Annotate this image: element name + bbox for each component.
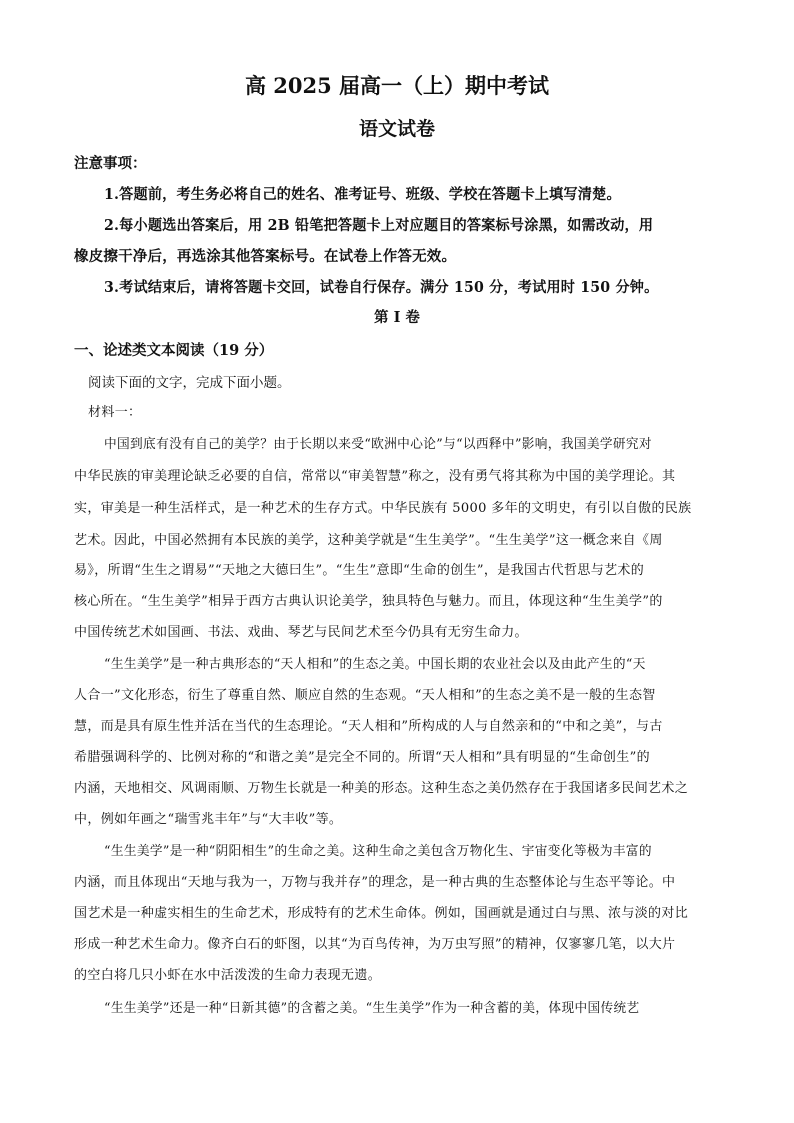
passage-line: “生生美学”还是一种“日新其德”的含蓄之美。“生生美学”作为一种含蓄的美，体现中国传统艺 <box>104 1001 640 1016</box>
passage-line: 慧，而是具有原生性并活在当代的生态理论。“天人相和”所构成的人与自然亲和的“中和之美”，与古 <box>74 719 663 734</box>
passage-line: 艺术。因此，中国必然拥有本民族的美学，这种美学就是“生生美学”。“生生美学”这一概念来自《周 <box>74 533 663 548</box>
exam-title: 高 2025 届高一（上）期中考试 <box>244 73 550 98</box>
passage-line: 的空白将几只小虾在水中活泼泼的生命力表现无遗。 <box>74 968 382 983</box>
notice-item-2-line-1: 2.每小题选出答案后，用 2B 铅笔把答题卡上对应题目的答案标号涂黑，如需改动，用 <box>104 217 654 234</box>
part-label: 第 I 卷 <box>374 309 420 326</box>
notice-heading: 注意事项： <box>74 155 147 172</box>
passage-line: 中，例如年画之“瑞雪兆丰年”与“大丰收”等。 <box>74 812 343 827</box>
section-heading: 一、论述类文本阅读（19 分） <box>74 342 274 359</box>
passage-line: 中华民族的审美理论缺乏必要的自信，常常以“审美智慧”称之，没有勇气将其称为中国的美学理论。其 <box>74 469 676 484</box>
passage-line: “生生美学”是一种“阴阳相生”的生命之美。这种生命之美包含万物化生、宇宙变化等极为丰富的 <box>104 844 652 859</box>
passage-line: 中国传统艺术如国画、书法、戏曲、琴艺与民间艺术至今仍具有无穷生命力。 <box>74 625 528 640</box>
passage-line: 内涵，天地相交、风调雨顺、万物生长就是一种美的形态。这种生态之美仍然存在于我国诸多民间艺术之 <box>74 781 689 796</box>
passage-line: “生生美学”是一种古典形态的“天人相和”的生态之美。中国长期的农业社会以及由此产生的“天 <box>104 657 646 672</box>
passage-line: 核心所在。“生生美学”相异于西方古典认识论美学，独具特色与魅力。而且，体现这种“生生美学”的 <box>74 594 663 609</box>
passage-line: 希腊强调科学的、比例对称的“和谐之美”是完全不同的。所谓“天人相和”具有明显的“生命创生”的 <box>74 750 650 765</box>
notice-item-1: 1.答题前，考生务必将自己的姓名、准考证号、班级、学校在答题卡上填写清楚。 <box>104 186 621 203</box>
passage-line: 国艺术是一种虚实相生的生命艺术，形成特有的艺术生命体。例如，国画就是通过白与黑、浓与淡的对比 <box>74 906 689 921</box>
exam-subtitle: 语文试卷 <box>358 118 435 140</box>
passage-line: 实，审美是一种生活样式，是一种艺术的生存方式。中华民族有 5000 多年的文明史，有引以自傲的民族 <box>74 501 692 516</box>
reading-instruction: 阅读下面的文字，完成下面小题。 <box>88 375 291 391</box>
notice-item-2-line-2: 橡皮擦干净后，再选涂其他答案标号。在试卷上作答无效。 <box>74 248 457 265</box>
notice-item-3: 3.考试结束后，请将答题卡交回，试卷自行保存。满分 150 分，考试用时 150 分钟。 <box>104 279 659 296</box>
passage-line: 人合一”文化形态，衍生了尊重自然、顺应自然的生态观。“天人相和”的生态之美不是一般的生态智 <box>74 688 656 703</box>
passage-line: 中国到底有没有自己的美学？由于长期以来受“欧洲中心论”与“以西释中”影响，我国美学研究对 <box>104 437 652 452</box>
passage-line: 形成一种艺术生命力。像齐白石的虾图，以其“为百鸟传神，为万虫写照”的精神，仅寥寥几笔，以大片 <box>74 937 676 952</box>
material-label: 材料一： <box>88 405 142 420</box>
passage-line: 易》，所谓“生生之谓易”“天地之大德曰生”。“生生”意即“生命的创生”，是我国古代哲思与艺术的 <box>74 563 645 578</box>
passage-line: 内涵，而且体现出“天地与我为一，万物与我并存”的理念，是一种古典的生态整体论与生态平等论。中 <box>74 875 676 890</box>
